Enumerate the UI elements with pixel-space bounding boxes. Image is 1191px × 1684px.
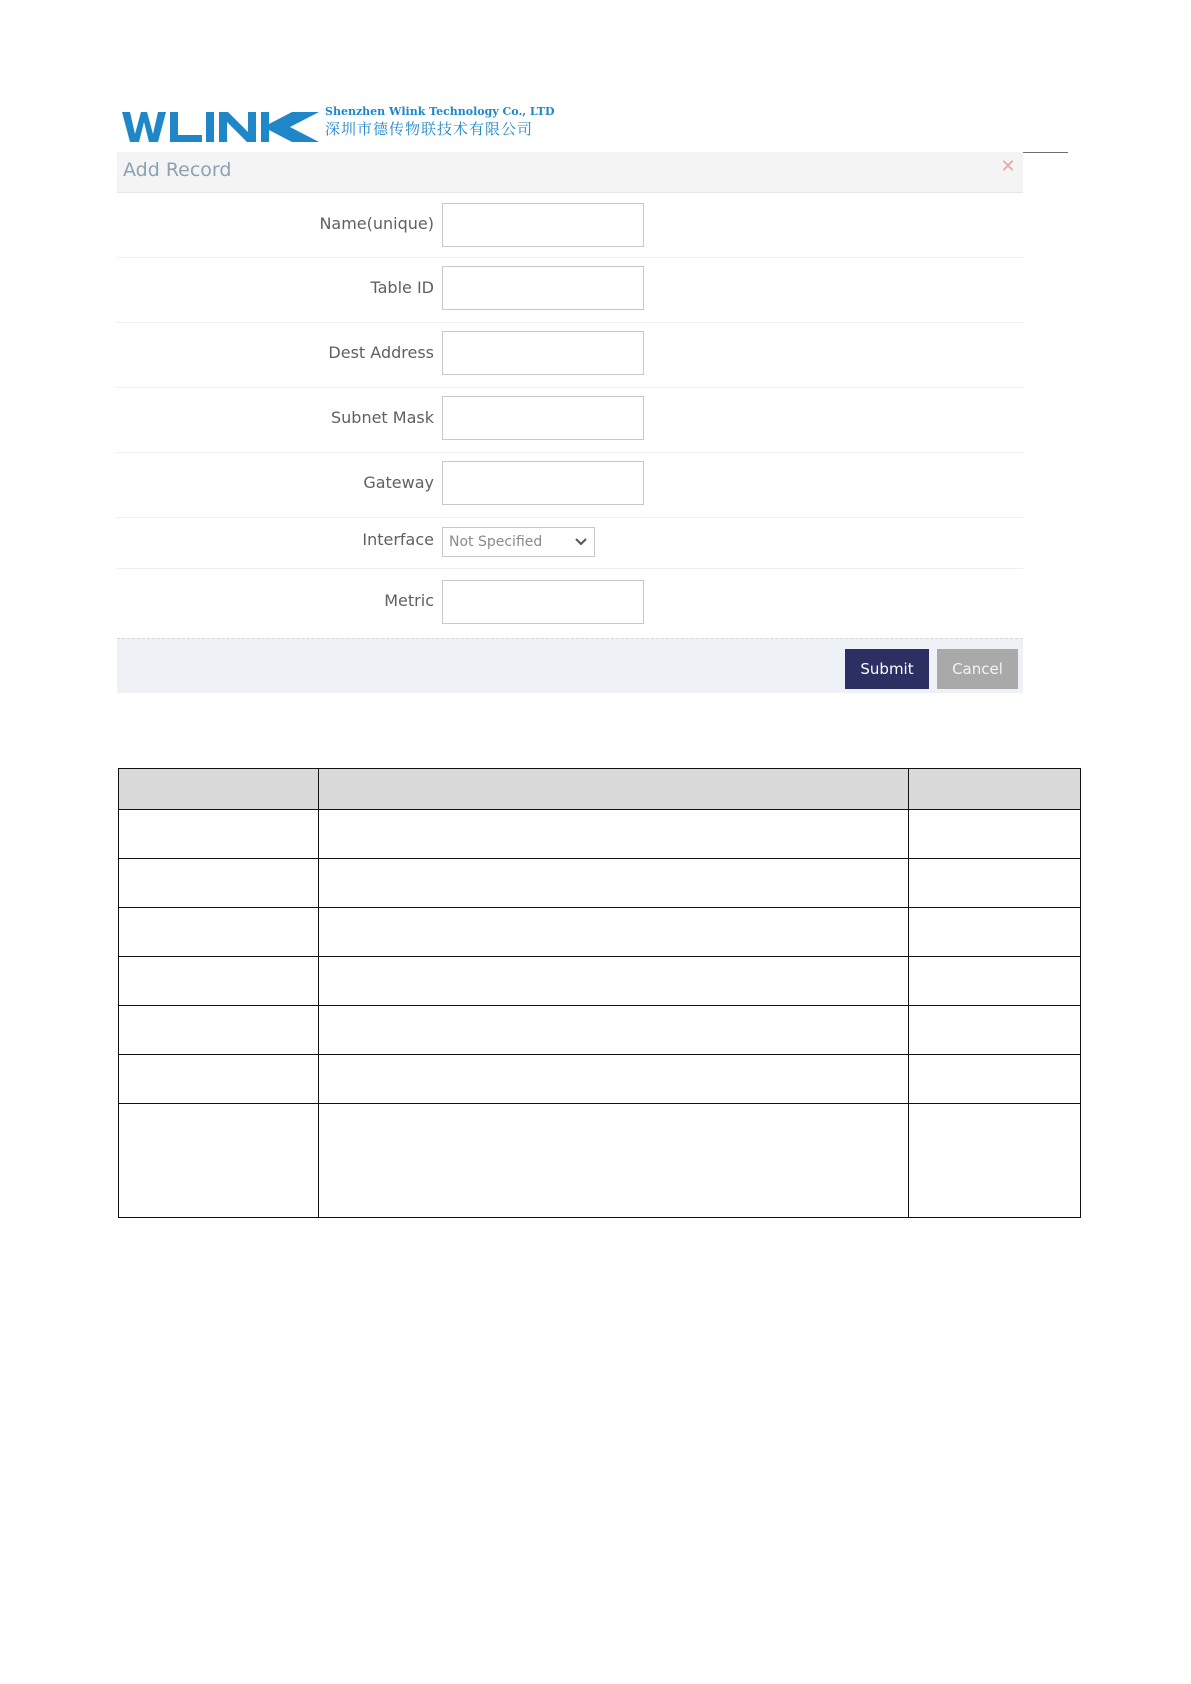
dialog-footer [117,638,1023,693]
dest-address-label: Dest Address [328,343,434,362]
table-cell [119,1104,319,1218]
subnet-mask-input[interactable] [442,396,644,440]
table-row [119,1104,1081,1218]
table-cell [909,1006,1081,1055]
form-row-table-id [117,258,1023,323]
form-row-interface [117,518,1023,569]
company-name-en: Shenzhen Wlink Technology Co., LTD [325,105,555,118]
add-record-dialog [117,152,1023,692]
table-header-cell [319,769,909,810]
table-cell [119,810,319,859]
subnet-mask-label: Subnet Mask [330,408,434,427]
gateway-input[interactable] [442,461,644,505]
table-cell [909,810,1081,859]
name-label: Name(unique) [319,214,434,233]
table-cell [119,859,319,908]
form-row-metric [117,569,1023,637]
interface-label: Interface [362,530,434,549]
metric-input[interactable] [442,580,644,624]
table-cell [319,810,909,859]
table-row [119,810,1081,859]
table-cell [909,1055,1081,1104]
table-cell [319,1104,909,1218]
interface-select[interactable] [442,527,595,557]
close-icon[interactable]: ✕ [1000,156,1016,177]
table-cell [909,859,1081,908]
dialog-title: Add Record [123,159,232,181]
table-row [119,1006,1081,1055]
table-header-cell [909,769,1081,810]
table-row [119,908,1081,957]
company-name [325,106,555,137]
table-cell [319,1055,909,1104]
page-header [122,104,1068,153]
cancel-button[interactable]: Cancel [937,649,1018,689]
submit-button[interactable]: Submit [845,649,929,689]
wlink-logo [122,108,320,144]
dest-address-input[interactable] [442,331,644,375]
table-cell [119,1006,319,1055]
chevron-down-icon [574,535,588,549]
form-row-dest-address [117,323,1023,388]
table-cell [319,859,909,908]
table-cell [319,1006,909,1055]
table-id-input[interactable] [442,266,644,310]
table-cell [909,1104,1081,1218]
parameter-table [118,768,1081,1218]
metric-label: Metric [384,591,434,610]
name-input[interactable] [442,203,644,247]
table-row [119,957,1081,1006]
table-header-cell [119,769,319,810]
table-row [119,859,1081,908]
interface-selected-value: Not Specified [449,534,543,550]
table-cell [319,908,909,957]
table-cell [119,908,319,957]
table-cell [909,957,1081,1006]
table-header-row [119,769,1081,810]
form-row-gateway [117,453,1023,518]
form-row-subnet-mask [117,388,1023,453]
table-cell [119,1055,319,1104]
company-name-cn: 深圳市德传物联技术有限公司 [325,120,534,138]
table-cell [909,908,1081,957]
gateway-label: Gateway [363,473,434,492]
dialog-header [117,152,1023,193]
table-id-label: Table ID [370,278,434,297]
table-cell [319,957,909,1006]
table-row [119,1055,1081,1104]
form-row-name [117,193,1023,258]
table-cell [119,957,319,1006]
